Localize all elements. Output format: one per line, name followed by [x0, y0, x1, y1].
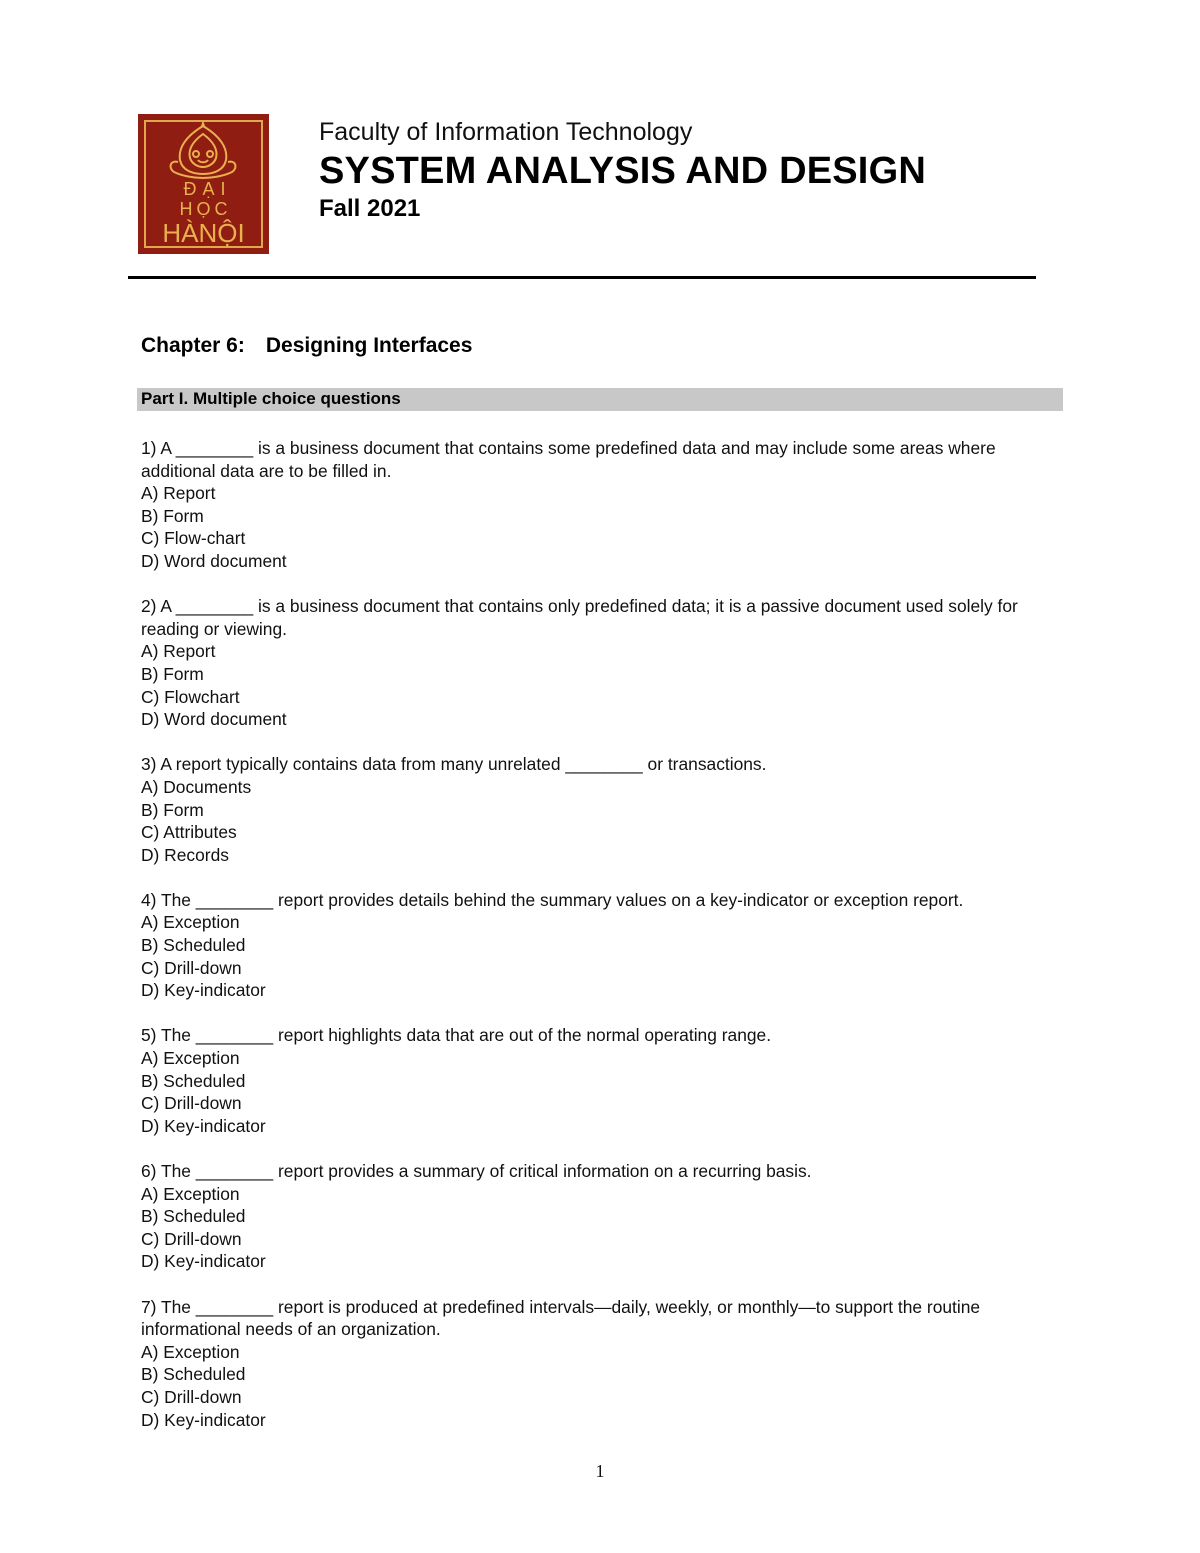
option-b: B) Scheduled [141, 1206, 246, 1227]
option-d: D) Key-indicator [141, 980, 266, 1001]
question-6 [141, 1160, 1066, 1273]
university-logo [138, 114, 269, 254]
course-term: Fall 2021 [319, 195, 421, 222]
option-d: D) Key-indicator [141, 1115, 266, 1136]
option-c: C) Drill-down [141, 1228, 242, 1249]
option-a: A) Report [141, 483, 216, 504]
question-stem: 4) The ________ report provides details behind the summary values on a key-indicator or exception report. [141, 889, 964, 910]
chapter-heading [141, 334, 472, 358]
option-a: A) Exception [141, 1048, 240, 1069]
option-b: B) Scheduled [141, 1364, 246, 1385]
question-stem: 7) The ________ report is produced at predefined intervals—daily, weekly, or monthly—to support the routine informational needs of an organization. [141, 1296, 981, 1340]
logo-line-1: ĐẠI [183, 179, 232, 199]
option-d: D) Key-indicator [141, 1409, 266, 1430]
option-a: A) Exception [141, 1341, 240, 1362]
option-a: A) Documents [141, 776, 252, 797]
question-stem: 6) The ________ report provides a summary of critical information on a recurring basis. [141, 1161, 812, 1181]
option-a: A) Exception [141, 912, 240, 933]
option-c: C) Flow-chart [141, 528, 246, 549]
question-1 [141, 437, 1066, 573]
logo-line-2: HỌC [179, 199, 232, 219]
part-title: Part I. Multiple choice questions [141, 389, 401, 408]
option-d: D) Records [141, 844, 229, 865]
part-heading-bar [137, 388, 1063, 411]
option-c: C) Drill-down [141, 1386, 242, 1407]
option-c: C) Drill-down [141, 1093, 242, 1114]
question-4 [141, 889, 1066, 1002]
logo-line-3: HÀNỘI [162, 218, 245, 248]
option-a: A) Report [141, 641, 216, 662]
question-5 [141, 1024, 1066, 1137]
option-d: D) Word document [141, 550, 287, 571]
option-d: D) Key-indicator [141, 1251, 266, 1272]
question-stem: 3) A report typically contains data from many unrelated ________ or transactions. [141, 754, 767, 775]
option-c: C) Flowchart [141, 686, 240, 707]
option-b: B) Scheduled [141, 935, 246, 956]
chapter-label: Chapter 6: [141, 334, 245, 357]
option-b: B) Form [141, 799, 204, 820]
option-b: B) Form [141, 663, 204, 684]
option-c: C) Drill-down [141, 957, 242, 978]
chapter-title: Designing Interfaces [265, 334, 473, 357]
option-c: C) Attributes [141, 822, 237, 843]
option-b: B) Scheduled [141, 1070, 246, 1091]
option-a: A) Exception [141, 1183, 240, 1204]
option-b: B) Form [141, 505, 204, 526]
header-divider [128, 276, 1036, 279]
option-d: D) Word document [141, 709, 287, 730]
question-3 [141, 753, 1066, 866]
question-stem: 1) A ________ is a business document that contains some predefined data and may include some areas where additional data are to be filled in. [141, 438, 996, 481]
page-number: 1 [595, 1461, 605, 1481]
course-title: SYSTEM ANALYSIS AND DESIGN [319, 150, 926, 192]
question-list [141, 437, 1066, 1454]
question-2 [141, 595, 1066, 731]
question-stem: 5) The ________ report highlights data that are out of the normal operating range. [141, 1025, 772, 1046]
question-stem: 2) A ________ is a business document that contains only predefined data; it is a passive document used solely for reading or viewing. [141, 596, 1018, 639]
faculty-name: Faculty of Information Technology [319, 118, 693, 146]
question-7 [141, 1296, 1066, 1432]
